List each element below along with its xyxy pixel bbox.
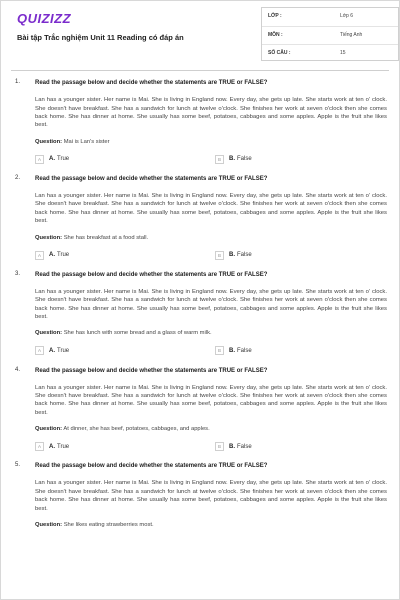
option-true[interactable] <box>35 155 69 164</box>
meta-key: MÔN : <box>268 32 283 38</box>
option-letter: A. <box>49 252 55 259</box>
question-text: Mai is Lan's sister <box>63 138 110 145</box>
option-letter: B. <box>229 156 235 163</box>
meta-row-class <box>262 8 398 26</box>
answer-options <box>35 346 389 358</box>
question-label: Question: <box>35 330 63 337</box>
option-true[interactable] <box>35 346 69 355</box>
option-text: True <box>57 347 70 354</box>
option-letter: B. <box>229 347 235 354</box>
question-statement <box>35 234 389 242</box>
question-text: She has lunch with some bread and a glass of warm milk. <box>63 330 212 337</box>
reading-passage: Lan has a younger sister. Her name is Mai. She is living in England now. Every day, she gets up late. She starts work at ten o’ clock. She doesn't have breakfast. She has a sandwich for lunch at twelve o'clock. She finishes her work at seven o'clock then she comes back home. She has dinner at home. She usually has some beef, potatoes, cabbages and some apples. Apple is the fruit she likes best. <box>35 480 387 512</box>
question-number: 2. <box>15 175 21 181</box>
option-true[interactable] <box>35 251 69 260</box>
meta-value: 15 <box>340 50 346 56</box>
option-text: False <box>237 156 252 163</box>
question-item <box>11 79 389 167</box>
option-text: False <box>237 252 252 259</box>
meta-row-question-count <box>262 44 398 62</box>
question-item <box>11 271 389 359</box>
option-letter: A. <box>49 156 55 163</box>
question-item <box>11 175 389 263</box>
option-checkbox[interactable]: B <box>215 155 224 164</box>
reading-passage: Lan has a younger sister. Her name is Mai. She is living in England now. Every day, she gets up late. She starts work at ten o’ clock. She doesn't have breakfast. She has a sandwich for lunch at twelve o'clock. She finishes her work at seven o'clock then she comes back home. She has dinner at home. She usually has some beef, potatoes, cabbages and some apples. Apple is the fruit she likes best. <box>35 193 387 225</box>
option-text: True <box>57 156 70 163</box>
question-instruction: Read the passage below and decide whether the statements are TRUE or FALSE? <box>35 463 268 470</box>
option-text: False <box>237 347 252 354</box>
question-item <box>11 462 389 529</box>
question-text: She likes eating strawberries most. <box>63 522 154 529</box>
option-false[interactable] <box>215 442 252 451</box>
question-statement <box>35 329 389 337</box>
question-number: 3. <box>15 270 21 277</box>
reading-passage: Lan has a younger sister. Her name is Mai. She is living in England now. Every day, she gets up late. She starts work at ten o’ clock. She doesn't have breakfast. She has a sandwich for lunch at twelve o'clock. She finishes her work at seven o'clock then she comes back home. She has dinner at home. She usually has some beef, potatoes, cabbages and some apples. Apple is the fruit she likes best. <box>35 384 387 416</box>
reading-passage: Lan has a younger sister. Her name is Mai. She is living in England now. Every day, she gets up late. She starts work at ten o’ clock. She doesn't have breakfast. She has a sandwich for lunch at twelve o'clock. She finishes her work at seven o'clock then she comes back home. She has dinner at home. She usually has some beef, potatoes, cabbages and some apples. Apple is the fruit she likes best. <box>35 97 387 129</box>
option-checkbox[interactable]: B <box>215 442 224 451</box>
option-false[interactable] <box>215 155 252 164</box>
question-label: Question: <box>35 522 63 529</box>
quizizz-logo: QUIZIZZ <box>17 11 72 26</box>
question-label: Question: <box>35 234 63 241</box>
question-instruction: Read the passage below and decide whether the statements are TRUE or FALSE? <box>35 367 268 374</box>
meta-row-subject <box>262 26 398 44</box>
question-number: 1. <box>15 79 21 86</box>
question-number: 5. <box>15 462 21 469</box>
question-item <box>11 367 389 455</box>
question-instruction: Read the passage below and decide whether the statements are TRUE or FALSE? <box>35 80 268 87</box>
option-false[interactable] <box>215 346 252 355</box>
question-label: Question: <box>35 138 63 145</box>
worksheet-header <box>11 1 389 71</box>
meta-key: LỚP : <box>268 13 282 19</box>
option-letter: B. <box>229 252 235 259</box>
answer-options <box>35 251 389 263</box>
option-checkbox[interactable]: A <box>35 346 44 355</box>
question-label: Question: <box>35 426 63 433</box>
answer-options <box>35 442 389 454</box>
question-statement <box>35 521 389 529</box>
meta-key: SỐ CÂU : <box>268 50 291 56</box>
question-instruction: Read the passage below and decide whether the statements are TRUE or FALSE? <box>35 271 268 278</box>
question-list <box>1 79 399 529</box>
question-statement <box>35 425 389 433</box>
meta-info-box <box>261 7 399 61</box>
worksheet-title: Bài tập Trắc nghiệm Unit 11 Reading có đáp án <box>17 33 184 42</box>
option-letter: B. <box>229 443 235 450</box>
option-letter: A. <box>49 443 55 450</box>
question-number: 4. <box>15 366 21 373</box>
question-instruction: Read the passage below and decide whether the statements are TRUE or FALSE? <box>35 176 268 182</box>
meta-value: Tiếng Anh <box>340 32 363 38</box>
option-letter: A. <box>49 347 55 354</box>
answer-options <box>35 155 389 167</box>
question-text: At dinner, she has beef, potatoes, cabbages, and apples. <box>63 426 210 433</box>
question-statement <box>35 138 389 146</box>
option-text: True <box>57 443 70 450</box>
option-text: False <box>237 443 252 450</box>
meta-value: Lớp 6 <box>340 13 354 19</box>
option-false[interactable] <box>215 251 252 260</box>
option-checkbox[interactable]: A <box>35 251 44 260</box>
option-checkbox[interactable]: A <box>35 442 44 451</box>
option-text: True <box>57 252 70 259</box>
option-checkbox[interactable]: B <box>215 251 224 260</box>
option-checkbox[interactable]: B <box>215 346 224 355</box>
question-text: She has breakfast at a food stall. <box>63 234 149 241</box>
option-true[interactable] <box>35 442 69 451</box>
option-checkbox[interactable]: A <box>35 155 44 164</box>
reading-passage: Lan has a younger sister. Her name is Mai. She is living in England now. Every day, she gets up late. She starts work at ten o’ clock. She doesn't have breakfast. She has a sandwich for lunch at twelve o'clock. She finishes her work at seven o'clock then she comes back home. She has dinner at home. She usually has some beef, potatoes, cabbages and some apples. Apple is the fruit she likes best. <box>35 288 387 321</box>
